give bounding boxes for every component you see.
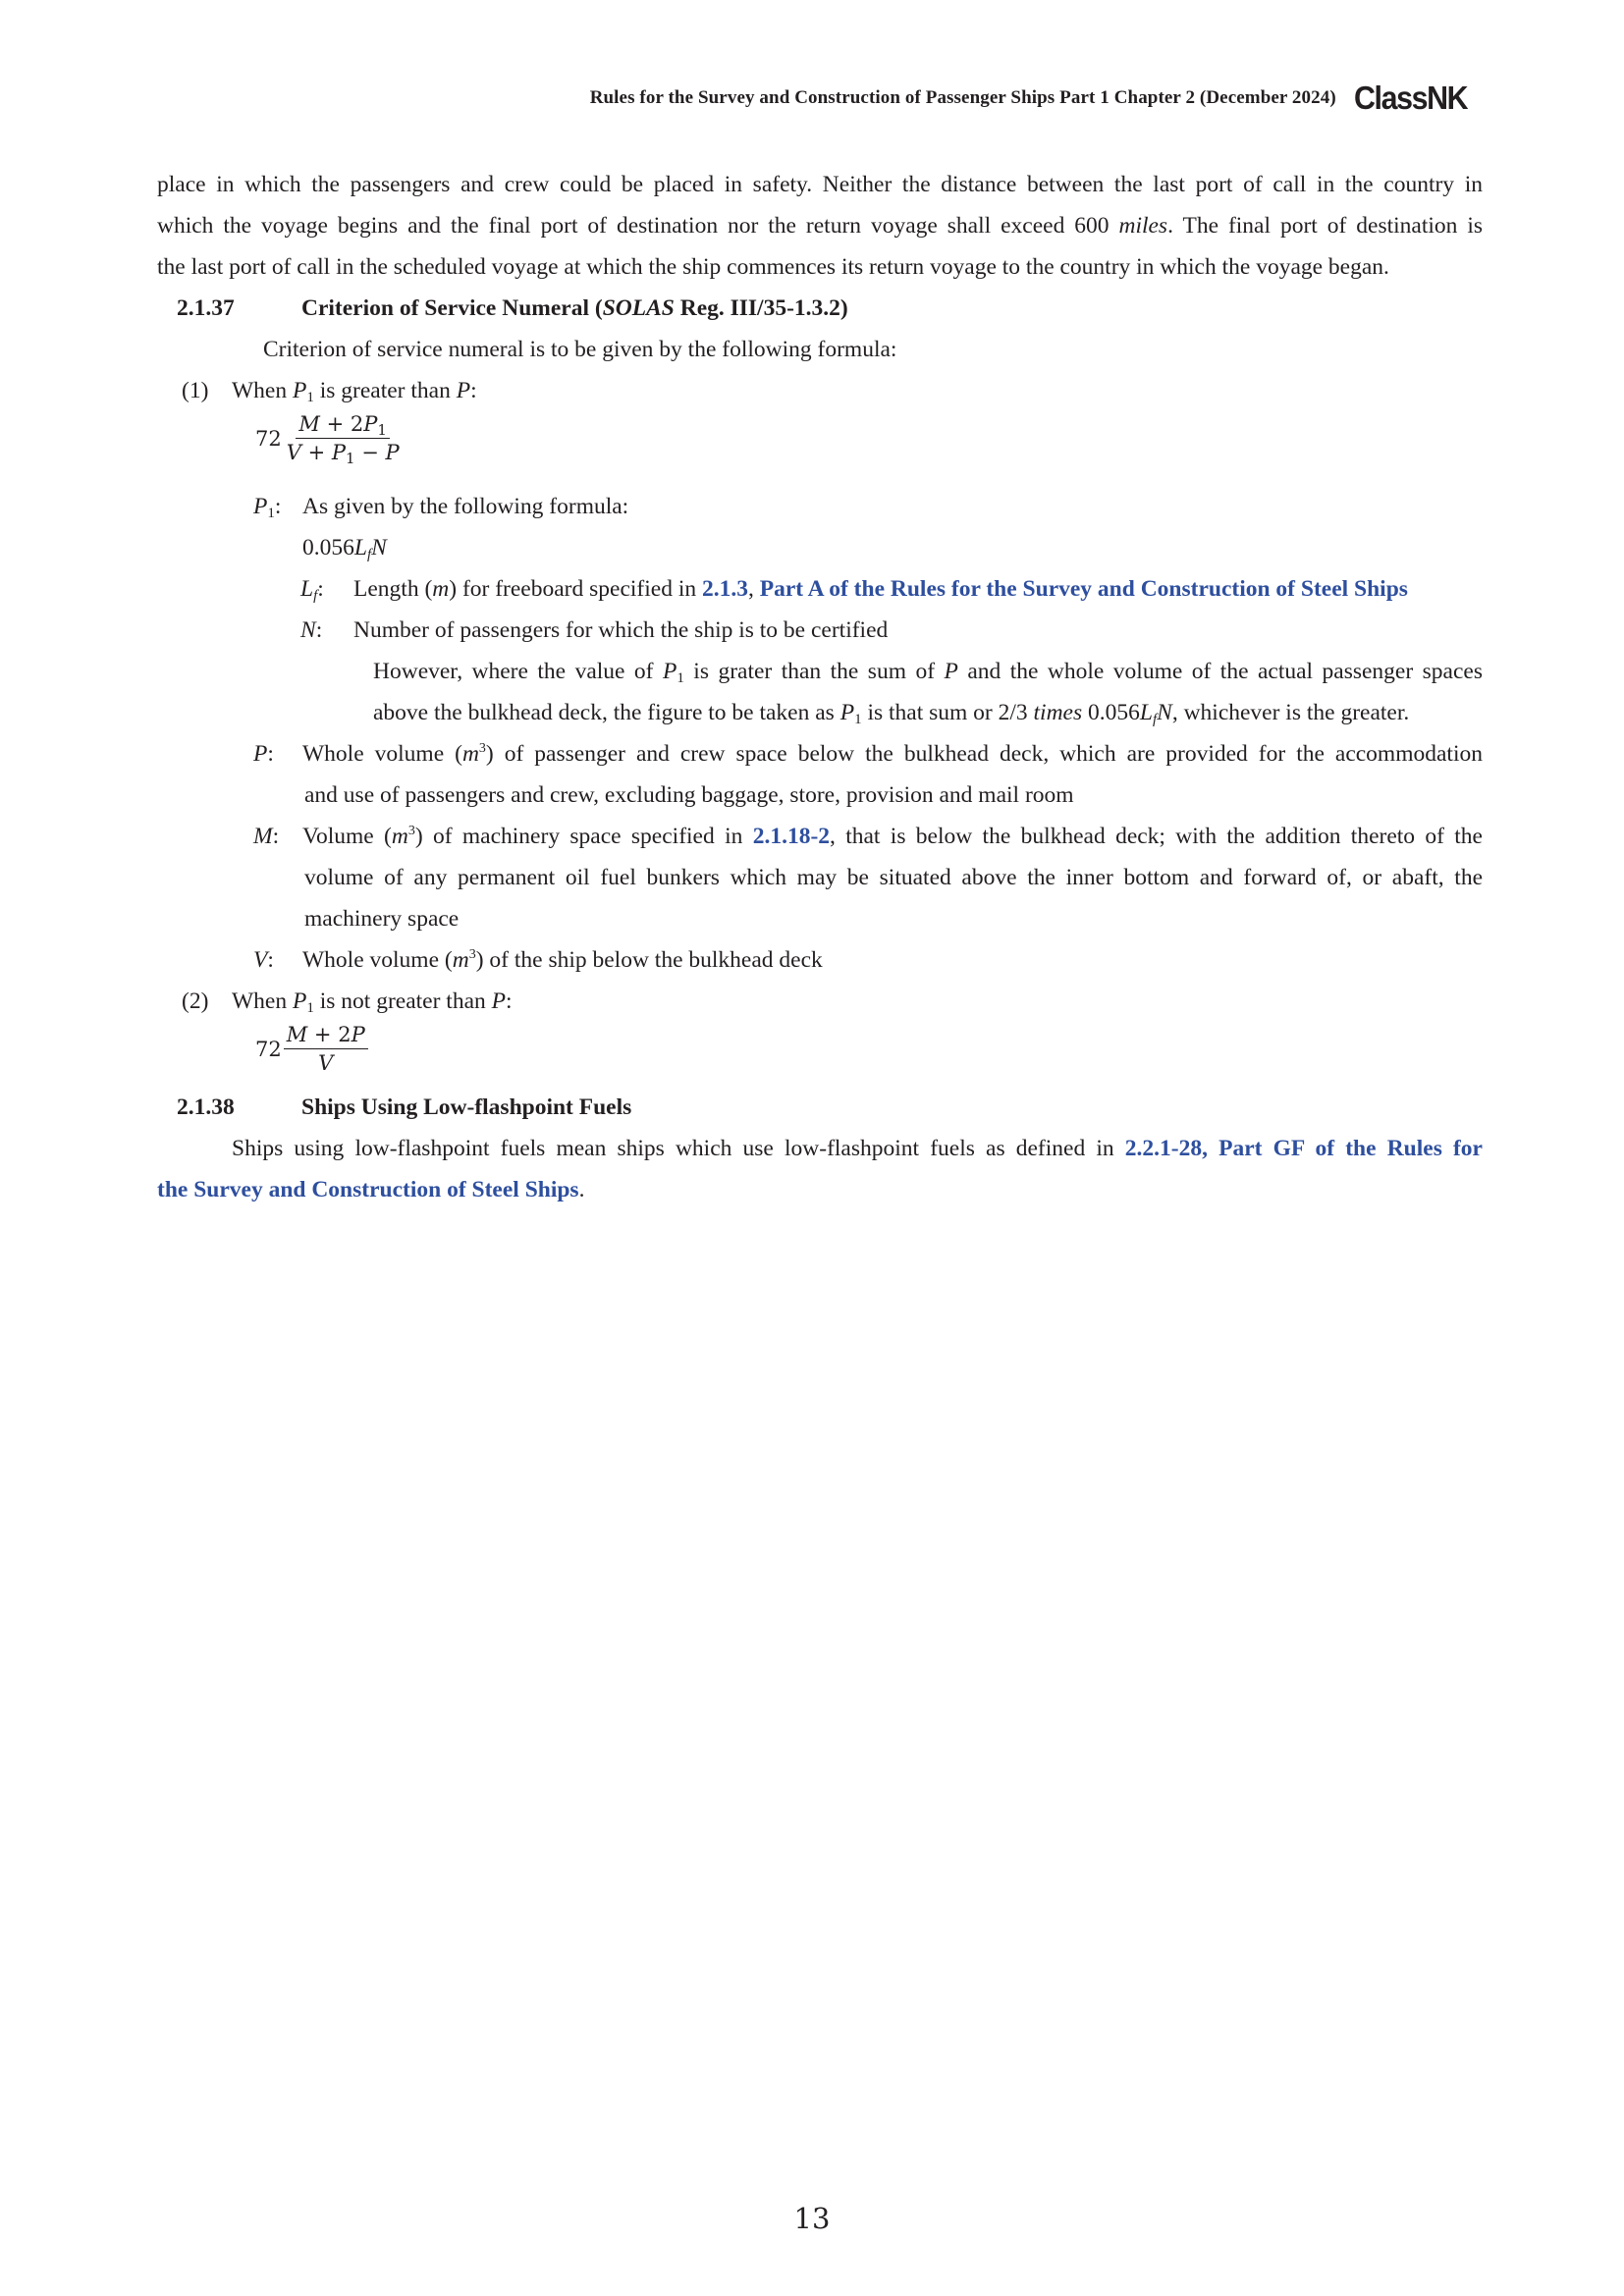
def-m-text-2: volume of any permanent oil fuel bunkers which may be situated above the inner bottom and forward of, or abaft, the bbox=[304, 865, 1483, 890]
section-title-2-1-38: Ships Using Low-flashpoint Fuels bbox=[301, 1095, 632, 1120]
def-m-text-1: Volume $(m^3)$ of machinery space specified in 2.1.18-2, that is below the bulkhead deck; with the addition thereto of the bbox=[302, 824, 1483, 849]
formula-1-denominator: $V + P_1 - P$ bbox=[286, 441, 400, 467]
formula-2-denominator: V bbox=[318, 1051, 334, 1075]
s2138-text-2: the Survey and Construction of Steel Ships. bbox=[157, 1177, 585, 1202]
link-steel-ships-rules[interactable]: the Survey and Construction of Steel Ships bbox=[157, 1177, 579, 1202]
formula-1-numerator: $M + 2P_1$ bbox=[296, 410, 390, 439]
link-part-a-steel-ships[interactable]: Part A of the Rules for the Survey and Construction of Steel Ships bbox=[759, 576, 1408, 602]
page-header bbox=[590, 79, 1477, 118]
def-n-text: Number of passengers for which the ship is to be certified bbox=[353, 617, 889, 643]
header-title: Rules for the Survey and Construction of Passenger Ships Part 1 Chapter 2 (December 2024) bbox=[589, 87, 1336, 108]
def-n-label: N: bbox=[300, 617, 323, 643]
link-2-2-1-28-part-gf[interactable]: 2.2.1-28, Part GF of the Rules for bbox=[1124, 1136, 1483, 1161]
link-2-1-18-2[interactable]: 2.1.18-2 bbox=[752, 824, 831, 849]
formula-1: 72 $\frac{M + 2P_1}{V + P_1 - P}$ bbox=[255, 410, 403, 466]
intro-line-1: place in which the passengers and crew could be placed in safety. Neither the distance between the last port of call in the country in bbox=[157, 172, 1483, 197]
def-p1-label: $P_1$: bbox=[253, 494, 282, 521]
item-2-text: When $P_1$ is not greater than P: bbox=[232, 988, 513, 1016]
def-v-label: V: bbox=[253, 947, 274, 973]
def-p1-formula: $0.056L_fN$ bbox=[302, 535, 387, 562]
intro-line-3: the last port of call in the scheduled voyage at which the ship commences its return voyage to the country in which the voyage began. bbox=[157, 254, 1389, 280]
page-number: 13 bbox=[793, 2202, 831, 2235]
formula-2: 72 $\frac{M + 2P}{V}$ bbox=[255, 1021, 368, 1077]
formula-2-numerator: M + 2P bbox=[284, 1021, 368, 1049]
def-m-text-3: machinery space bbox=[304, 906, 460, 932]
item-2-number: (2) bbox=[182, 988, 209, 1014]
def-p-text-2: and use of passengers and crew, excluding baggage, store, provision and mail room bbox=[304, 782, 1074, 808]
however-line-2: above the bulkhead deck, the figure to be taken as $P_1$ is that sum or 2/3 times $0.056L_fN$, whichever is the greater. bbox=[373, 700, 1410, 727]
intro-line-2: which the voyage begins and the final port of destination nor the return voyage shall exceed 600 miles. The final port of destination is bbox=[157, 213, 1483, 239]
link-2-1-3[interactable]: 2.1.3 bbox=[701, 576, 748, 602]
classnk-logo: ClassNK bbox=[1353, 80, 1467, 116]
section-title-2-1-37: Criterion of Service Numeral (SOLAS Reg. III/35-1.3.2) bbox=[301, 295, 848, 321]
def-v-text: Whole volume $(m^3)$ of the ship below the bulkhead deck bbox=[302, 947, 823, 973]
section-number-2-1-38: 2.1.38 bbox=[177, 1095, 235, 1120]
def-lf-text: Length (m) for freeboard specified in 2.1.3, Part A of the Rules for the Survey and Construction of Steel Ships bbox=[353, 576, 1408, 602]
def-lf-label: $L_f$: bbox=[300, 576, 324, 604]
however-line-1: However, where the value of $P_1$ is grater than the sum of P and the whole volume of the actual passenger spaces bbox=[373, 659, 1483, 686]
item-1-number: (1) bbox=[182, 378, 209, 403]
def-p-text-1: Whole volume $(m^3)$ of passenger and crew space below the bulkhead deck, which are provided for the accommodation bbox=[302, 741, 1483, 767]
def-p1-text: As given by the following formula: bbox=[302, 494, 629, 519]
def-m-label: M: bbox=[253, 824, 280, 849]
section-number-2-1-37: 2.1.37 bbox=[177, 295, 235, 321]
item-1-text: When $P_1$ is greater than P: bbox=[232, 378, 477, 405]
s2138-text-1: Ships using low-flashpoint fuels mean ships which use low-flashpoint fuels as defined in 2.2.1-28, Part GF of the Rules for bbox=[232, 1136, 1483, 1161]
def-p-label: P: bbox=[253, 741, 274, 767]
criterion-lead: Criterion of service numeral is to be given by the following formula: bbox=[263, 337, 897, 362]
